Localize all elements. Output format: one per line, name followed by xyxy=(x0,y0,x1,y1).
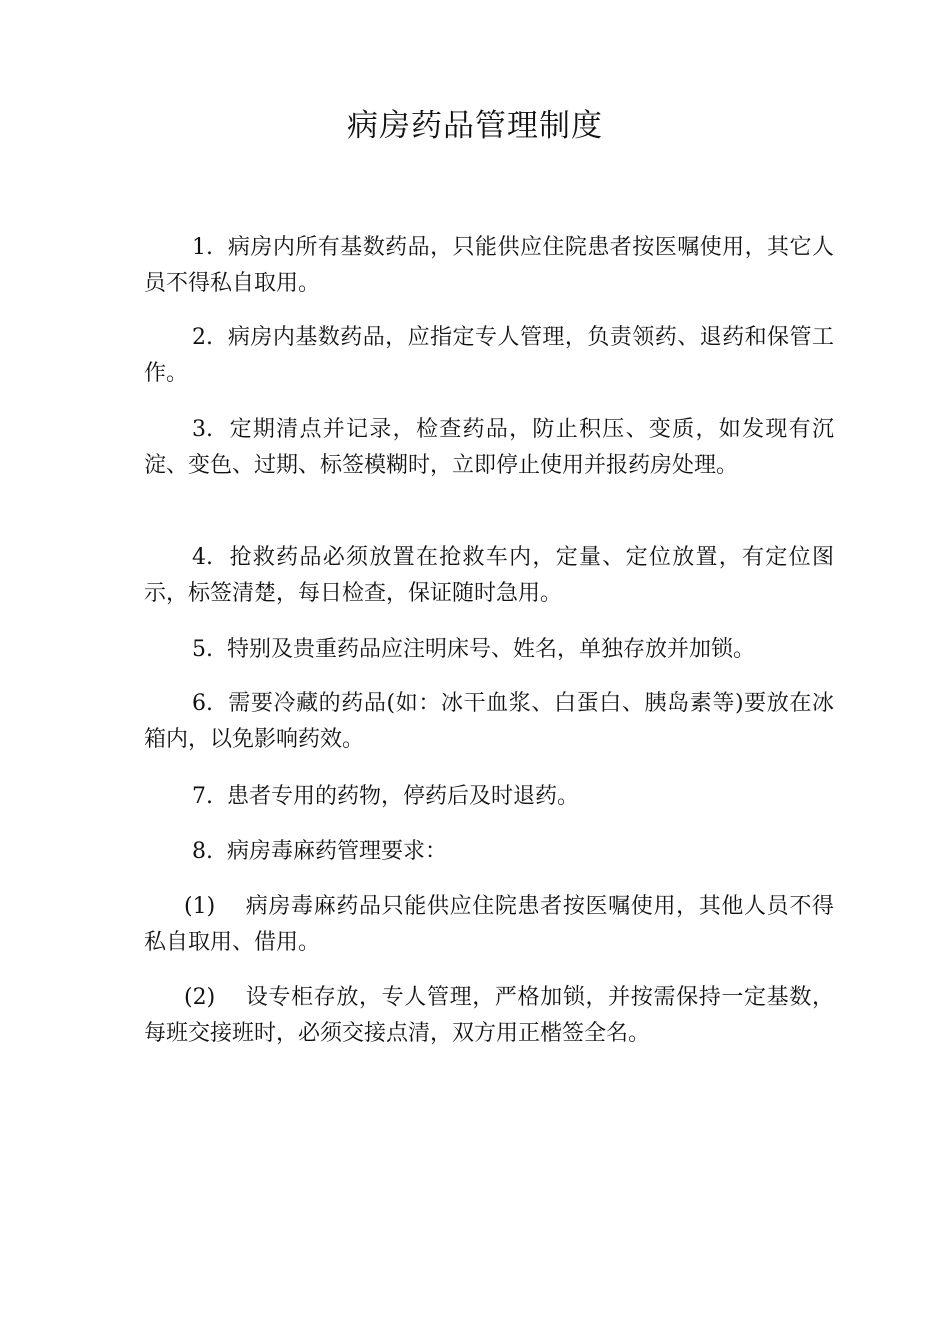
rule-number: 1. xyxy=(192,235,213,260)
rule-item-2 xyxy=(144,320,834,392)
rule-number: 2. xyxy=(192,325,213,350)
sub-rule-number: (1) xyxy=(184,894,216,919)
rule-text: 病房毒麻药管理要求： xyxy=(227,839,448,864)
sub-rule-item-2 xyxy=(144,980,834,1052)
rule-item-7 xyxy=(144,779,834,815)
rule-number: 6. xyxy=(192,691,213,716)
rule-text: 患者专用的药物，停药后及时退药。 xyxy=(227,784,580,809)
sub-rule-text: 设专柜存放，专人管理，严格加锁，并按需保持一定基数，每班交接班时，必须交接点清，双方用正楷签全名。 xyxy=(144,985,834,1046)
rule-text: 抢救药品必须放置在抢救车内，定量、定位放置，有定位图示，标签清楚，每日检查，保证随时急用。 xyxy=(144,545,834,606)
rule-item-8 xyxy=(144,834,834,870)
document-title: 病房药品管理制度 xyxy=(347,108,603,144)
rule-number: 3. xyxy=(192,417,213,442)
rule-item-4 xyxy=(144,540,834,612)
rule-text: 病房内基数药品，应指定专人管理，负责领药、退药和保管工作。 xyxy=(144,325,834,386)
rule-number: 4. xyxy=(192,545,213,570)
sub-rule-text: 病房毒麻药品只能供应住院患者按医嘱使用，其他人员不得私自取用、借用。 xyxy=(144,894,834,955)
rule-text: 特别及贵重药品应注明床号、姓名，单独存放并加锁。 xyxy=(227,637,756,662)
rule-item-1 xyxy=(144,230,834,302)
rule-text: 定期清点并记录，检查药品，防止积压、变质，如发现有沉淀、变色、过期、标签模糊时，立即停止使用并报药房处理。 xyxy=(144,417,834,478)
rule-item-5 xyxy=(144,632,834,668)
rule-number: 5. xyxy=(192,637,213,662)
rule-number: 7. xyxy=(192,784,213,809)
sub-rule-number: (2) xyxy=(184,985,216,1010)
rule-text: 病房内所有基数药品，只能供应住院患者按医嘱使用，其它人员不得私自取用。 xyxy=(144,235,834,296)
sub-rule-item-1 xyxy=(144,889,834,961)
rule-item-6 xyxy=(144,686,834,758)
rule-number: 8. xyxy=(192,839,213,864)
rule-item-3 xyxy=(144,412,834,484)
rule-text: 需要冷藏的药品(如：冰干血浆、白蛋白、胰岛素等)要放在冰箱内，以免影响药效。 xyxy=(144,691,834,752)
